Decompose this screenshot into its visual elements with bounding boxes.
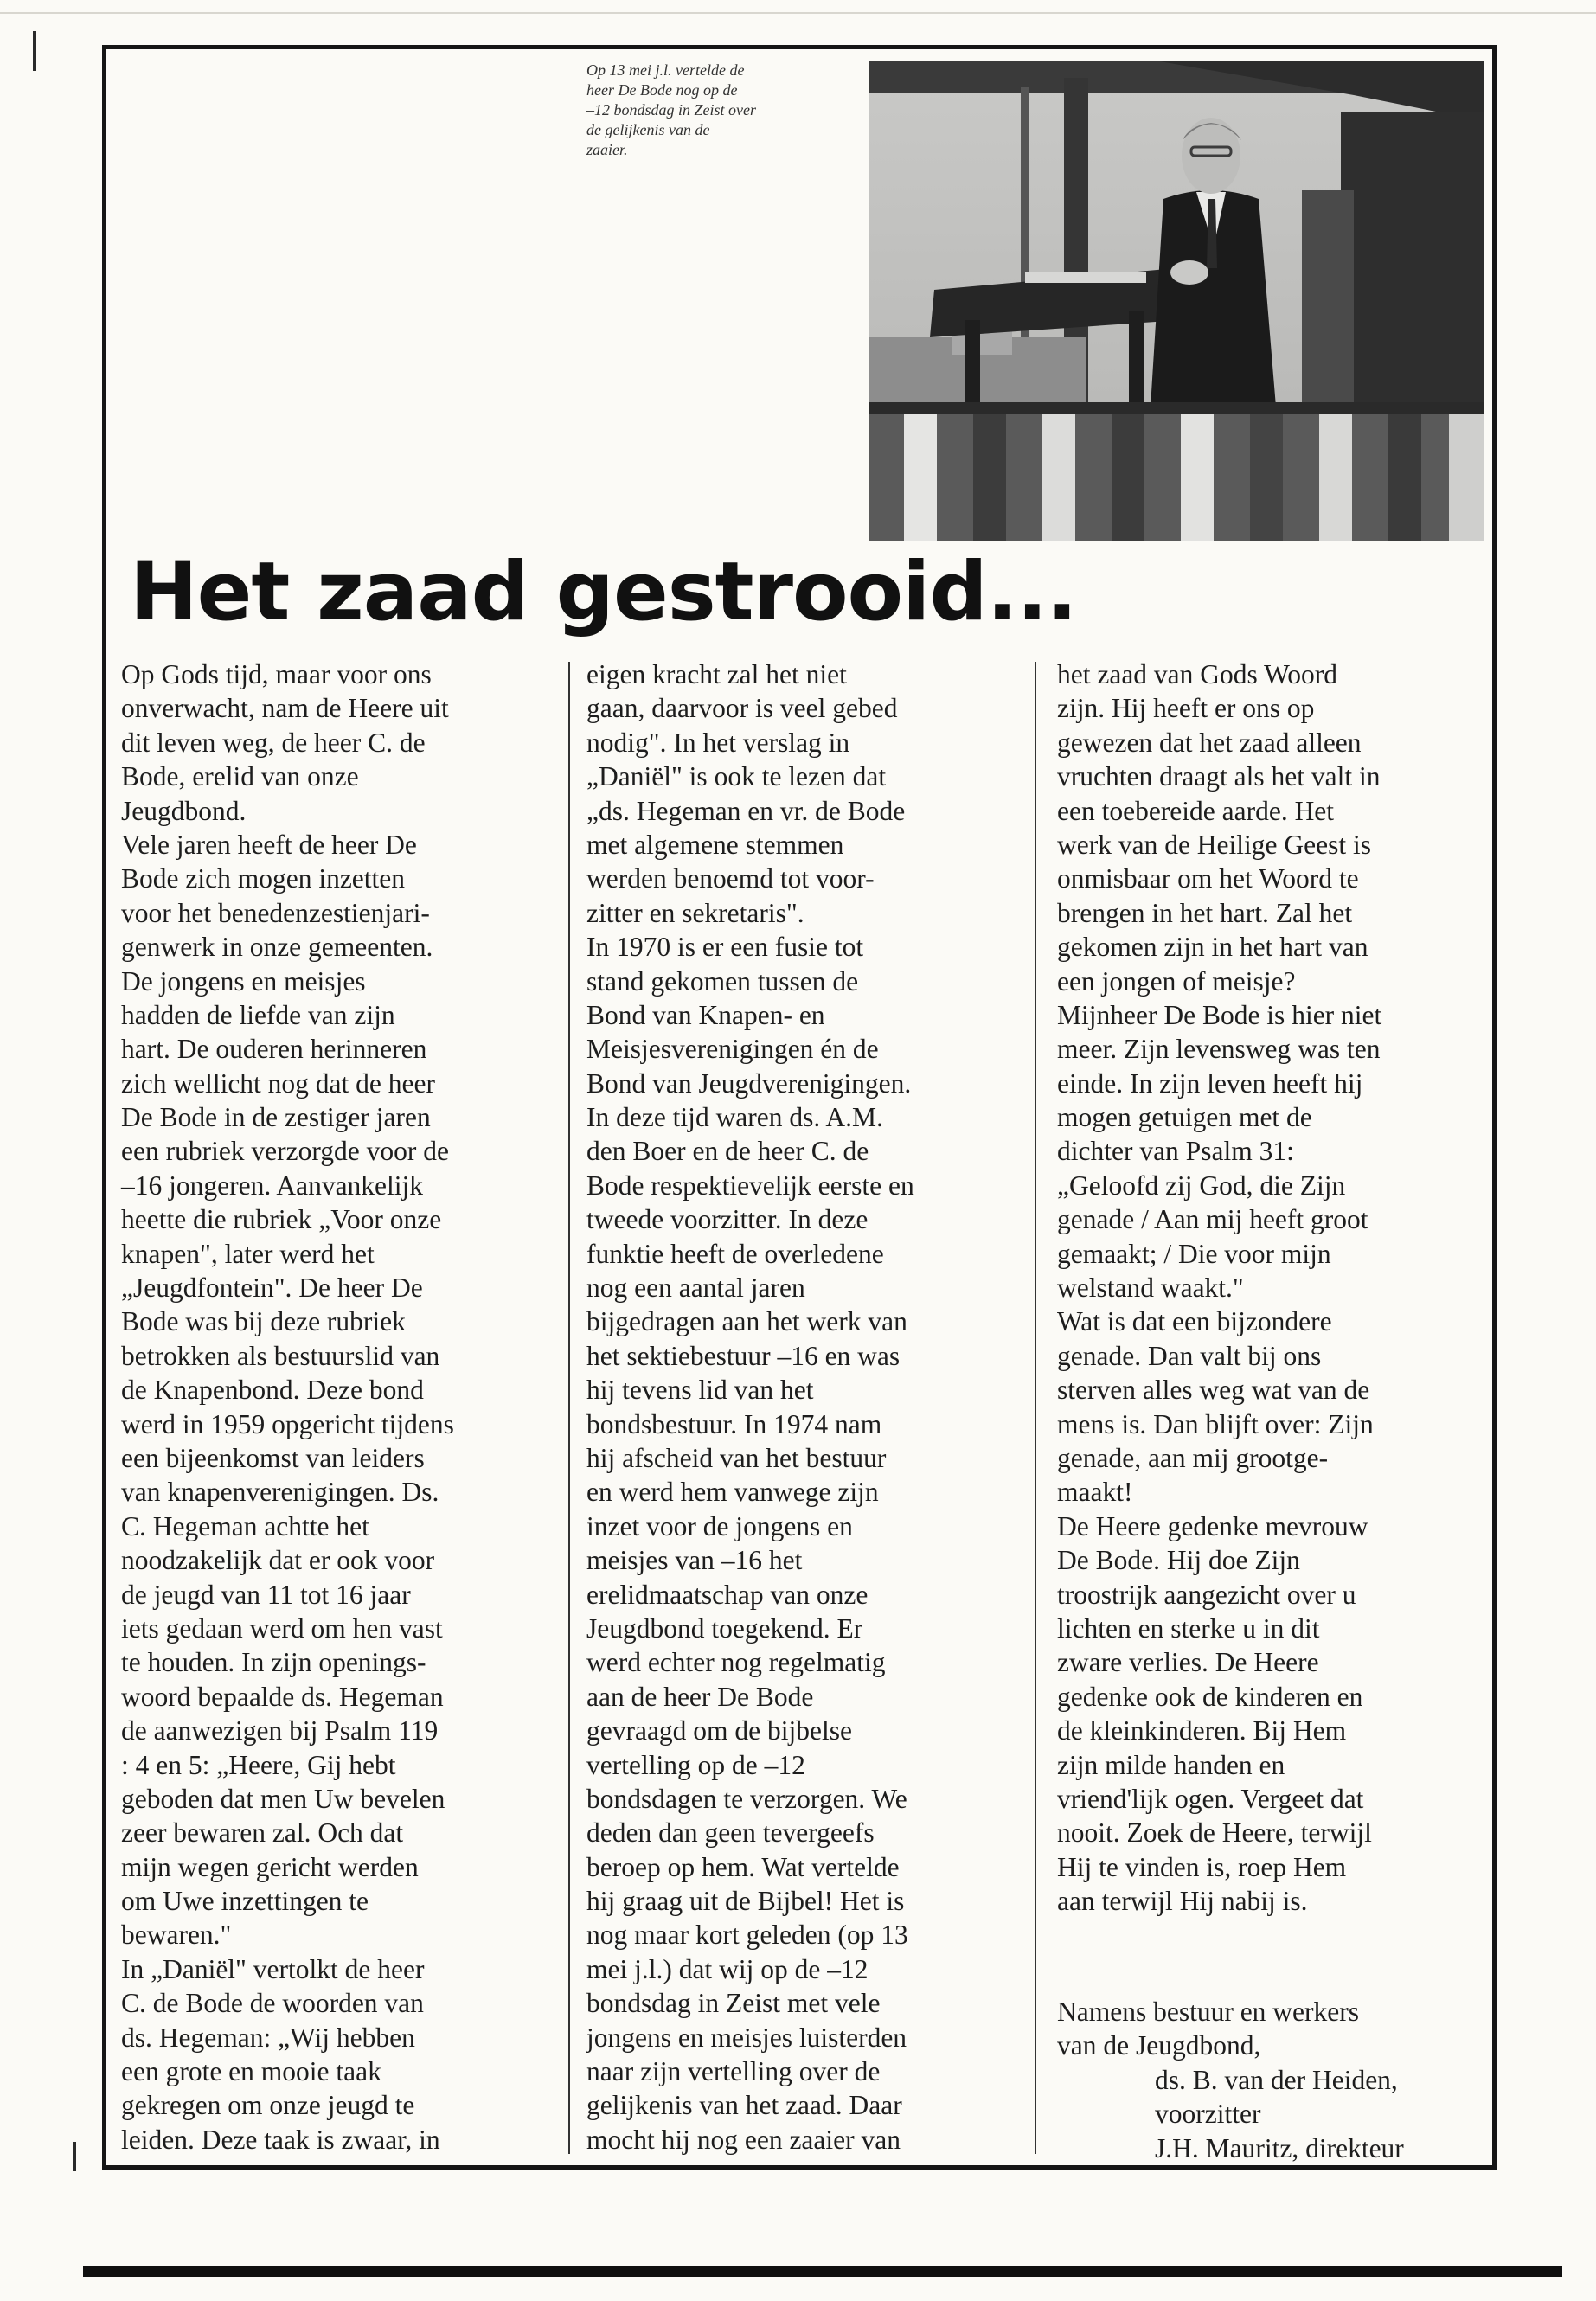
text-line: : 4 en 5: „Heere, Gij hebt — [121, 1749, 396, 1780]
text-line: gedenke ook de kinderen en — [1057, 1681, 1363, 1712]
text-line: mijn wegen gericht werden — [121, 1851, 419, 1882]
text-line: funktie heeft de overledene — [586, 1238, 884, 1269]
text-line: het sektiebestuur –16 en was — [586, 1340, 901, 1371]
text-line: aan terwijl Hij nabij is. — [1057, 1886, 1308, 1917]
text-line: brengen in het hart. Zal het — [1057, 897, 1353, 928]
speaker-photo — [869, 61, 1484, 541]
text-line: meer. Zijn levensweg was ten — [1057, 1034, 1381, 1065]
text-line: een rubriek verzorgde voor de — [121, 1136, 449, 1167]
text-line: –16 jongeren. Aanvankelijk — [121, 1170, 424, 1201]
text-line: gaan, daarvoor is veel gebed — [586, 693, 898, 724]
text-line: aan de heer De Bode — [586, 1681, 814, 1712]
text-line: geboden dat men Uw bevelen — [121, 1783, 445, 1814]
text-line: zich wellicht nog dat de heer — [121, 1067, 435, 1099]
caption-line: heer De Bode nog op de — [586, 81, 738, 99]
text-line: betrokken als bestuurslid van — [121, 1340, 440, 1371]
page-top-edge — [0, 12, 1596, 14]
text-line: sterven alles weg wat van de — [1057, 1375, 1370, 1406]
text-line: werd echter nog regelmatig — [586, 1647, 886, 1678]
article-column-3 — [1057, 657, 1490, 1918]
text-line: mens is. Dan blijft over: Zijn — [1057, 1408, 1374, 1439]
text-line: stand gekomen tussen de — [586, 965, 859, 997]
text-line: dichter van Psalm 31: — [1057, 1136, 1294, 1167]
text-line: het zaad van Gods Woord — [1057, 659, 1338, 689]
margin-mark-bottom — [73, 2142, 76, 2171]
text-line: gemaakt; / Die voor mijn — [1057, 1238, 1331, 1269]
signature-block — [1057, 1995, 1472, 2165]
text-line: einde. In zijn leven heeft hij — [1057, 1067, 1363, 1099]
caption-line: Op 13 mei j.l. vertelde de — [586, 61, 745, 79]
article-column-1 — [121, 657, 554, 2157]
text-line: Hij te vinden is, roep Hem — [1057, 1851, 1347, 1882]
text-line: „ds. Hegeman en vr. de Bode — [586, 795, 906, 826]
text-line: heette die rubriek „Voor onze — [121, 1204, 442, 1235]
text-line: onmisbaar om het Woord te — [1057, 863, 1359, 894]
text-line: eigen kracht zal het niet — [586, 659, 847, 689]
text-line: gekomen zijn in het hart van — [1057, 932, 1368, 963]
text-line: C. de Bode de woorden van — [121, 1988, 424, 2019]
column-divider — [568, 662, 570, 2154]
text-line: nodig". In het verslag in — [586, 727, 850, 758]
signatory-name: ds. B. van der Heiden, — [1155, 2064, 1398, 2095]
text-line: woord bepaalde ds. Hegeman — [121, 1681, 444, 1712]
text-line: Meisjesverenigingen én de — [586, 1034, 879, 1065]
text-line: vriend'lijk ogen. Vergeet dat — [1057, 1783, 1364, 1814]
caption-line: –12 bondsdag in Zeist over — [586, 101, 756, 119]
text-line: C. Hegeman achtte het — [121, 1510, 369, 1541]
text-line: nooit. Zoek de Heere, terwijl — [1057, 1817, 1372, 1849]
text-line: genade. Dan valt bij ons — [1057, 1340, 1322, 1371]
text-line: bijgedragen aan het werk van — [586, 1306, 907, 1337]
text-line: bondsdagen te verzorgen. We — [586, 1783, 907, 1814]
text-line: De jongens en meisjes — [121, 965, 366, 997]
text-line: en werd hem vanwege zijn — [586, 1477, 879, 1508]
text-line: De Heere gedenke mevrouw — [1057, 1510, 1368, 1541]
text-line: bewaren." — [121, 1920, 232, 1951]
text-line: Bode zich mogen inzetten — [121, 863, 406, 894]
text-line: Op Gods tijd, maar voor ons — [121, 659, 432, 689]
text-line: meisjes van –16 het — [586, 1545, 803, 1576]
text-line: jongens en meisjes luisterden — [586, 2022, 907, 2053]
page-bottom-bar — [83, 2266, 1562, 2277]
text-line: van knapenverenigingen. Ds. — [121, 1477, 439, 1508]
text-line: „Geloofd zij God, die Zijn — [1057, 1170, 1346, 1201]
text-line: bondsbestuur. In 1974 nam — [586, 1408, 882, 1439]
text-line: hij afscheid van het bestuur — [586, 1442, 887, 1473]
text-line: hij tevens lid van het — [586, 1375, 814, 1406]
text-line: voor het benedenzestienjari- — [121, 897, 430, 928]
text-line: Vele jaren heeft de heer De — [121, 829, 417, 860]
text-line: „Jeugdfontein". De heer De — [121, 1272, 423, 1304]
article-column-2 — [586, 657, 1019, 2157]
text-line: nog maar kort geleden (op 13 — [586, 1920, 908, 1951]
text-line: genwerk in onze gemeenten. — [121, 932, 433, 963]
text-line: genade / Aan mij heeft groot — [1057, 1204, 1368, 1235]
text-line: „Daniël" is ook te lezen dat — [586, 761, 887, 792]
text-line: mocht hij nog een zaaier van — [586, 2124, 901, 2155]
text-line: In „Daniël" vertolkt de heer — [121, 1953, 425, 1984]
signatory-name: J.H. Mauritz, direkteur — [1155, 2132, 1404, 2163]
text-line: gelijkenis van het zaad. Daar — [586, 2090, 902, 2121]
text-line: mogen getuigen met de — [1057, 1102, 1312, 1133]
text-line: In 1970 is er een fusie tot — [586, 932, 864, 963]
text-line: maakt! — [1057, 1477, 1133, 1508]
text-line: een jongen of meisje? — [1057, 965, 1296, 997]
text-line: de Knapenbond. Deze bond — [121, 1375, 424, 1406]
text-line: De Bode. Hij doe Zijn — [1057, 1545, 1300, 1576]
text-line: vertelling op de –12 — [586, 1749, 805, 1780]
text-line: een bijeenkomst van leiders — [121, 1442, 425, 1473]
text-line: Mijnheer De Bode is hier niet — [1057, 999, 1382, 1030]
article-title: Het zaad gestrooid... — [130, 545, 1077, 639]
text-line: gevraagd om de bijbelse — [586, 1715, 853, 1747]
text-line: Bode respektievelijk eerste en — [586, 1170, 914, 1201]
text-line: De Bode in de zestiger jaren — [121, 1102, 431, 1133]
text-line: noodzakelijk dat er ook voor — [121, 1545, 435, 1576]
text-line: zware verlies. De Heere — [1057, 1647, 1319, 1678]
text-line: nog een aantal jaren — [586, 1272, 805, 1304]
text-line: hij graag uit de Bijbel! Het is — [586, 1886, 905, 1917]
text-line: Jeugdbond. — [121, 795, 247, 826]
text-line: een grote en mooie taak — [121, 2056, 381, 2087]
text-line: de kleinkinderen. Bij Hem — [1057, 1715, 1347, 1747]
text-line: om Uwe inzettingen te — [121, 1886, 369, 1917]
text-line: zeer bewaren zal. Och dat — [121, 1817, 404, 1849]
text-line: de aanwezigen bij Psalm 119 — [121, 1715, 439, 1747]
text-line: naar zijn vertelling over de — [586, 2056, 881, 2087]
text-line: den Boer en de heer C. de — [586, 1136, 869, 1167]
text-line: ds. Hegeman: „Wij hebben — [121, 2022, 415, 2053]
text-line: werd in 1959 opgericht tijdens — [121, 1408, 454, 1439]
text-line: genade, aan mij grootge- — [1057, 1442, 1329, 1473]
text-line: Jeugdbond toegekend. Er — [586, 1612, 863, 1644]
text-line: erelidmaatschap van onze — [586, 1579, 869, 1610]
caption-line: zaaier. — [586, 141, 628, 158]
text-line: troostrijk aangezicht over u — [1057, 1579, 1356, 1610]
text-line: dit leven weg, de heer C. de — [121, 727, 426, 758]
text-line: de jeugd van 11 tot 16 jaar — [121, 1579, 411, 1610]
text-line: Bode was bij deze rubriek — [121, 1306, 406, 1337]
signature-line: Namens bestuur en werkers — [1057, 1997, 1360, 2027]
text-line: te houden. In zijn openings- — [121, 1647, 426, 1678]
caption-line: de gelijkenis van de — [586, 121, 710, 138]
text-line: lichten en sterke u in dit — [1057, 1612, 1320, 1644]
text-line: met algemene stemmen — [586, 829, 844, 860]
text-line: Wat is dat een bijzondere — [1057, 1306, 1332, 1337]
text-line: werk van de Heilige Geest is — [1057, 829, 1372, 860]
text-line: beroep op hem. Wat vertelde — [586, 1851, 900, 1882]
text-line: In deze tijd waren ds. A.M. — [586, 1102, 883, 1133]
text-line: zitter en sekretaris". — [586, 897, 804, 928]
signatory-role: voorzitter — [1155, 2099, 1261, 2130]
text-line: zijn milde handen en — [1057, 1749, 1285, 1780]
photo-caption — [586, 61, 872, 160]
text-line: inzet voor de jongens en — [586, 1510, 853, 1541]
text-line: leiden. Deze taak is zwaar, in — [121, 2124, 440, 2155]
text-line: een toebereide aarde. Het — [1057, 795, 1335, 826]
text-line: onverwacht, nam de Heere uit — [121, 693, 449, 724]
text-line: Bond van Jeugdverenigingen. — [586, 1067, 912, 1099]
margin-mark-top — [33, 31, 36, 71]
text-line: hadden de liefde van zijn — [121, 999, 395, 1030]
text-line: knapen", later werd het — [121, 1238, 375, 1269]
text-line: gekregen om onze jeugd te — [121, 2090, 415, 2121]
text-line: bondsdag in Zeist met vele — [586, 1988, 881, 2019]
text-line: zijn. Hij heeft er ons op — [1057, 693, 1315, 724]
text-line: tweede voorzitter. In deze — [586, 1204, 869, 1235]
text-line: Bond van Knapen- en — [586, 999, 825, 1030]
text-line: Bode, erelid van onze — [121, 761, 359, 792]
text-line: iets gedaan werd om hen vast — [121, 1612, 443, 1644]
text-line: welstand waakt." — [1057, 1272, 1244, 1304]
signature-line: van de Jeugdbond, — [1057, 2030, 1261, 2061]
column-divider — [1035, 662, 1036, 2154]
text-line: vruchten draagt als het valt in — [1057, 761, 1381, 792]
text-line: werden benoemd tot voor- — [586, 863, 875, 894]
text-line: hart. De ouderen herinneren — [121, 1034, 427, 1065]
text-line: gewezen dat het zaad alleen — [1057, 727, 1362, 758]
text-line: mei j.l.) dat wij op de –12 — [586, 1953, 869, 1984]
text-line: deden dan geen tevergeefs — [586, 1817, 875, 1849]
